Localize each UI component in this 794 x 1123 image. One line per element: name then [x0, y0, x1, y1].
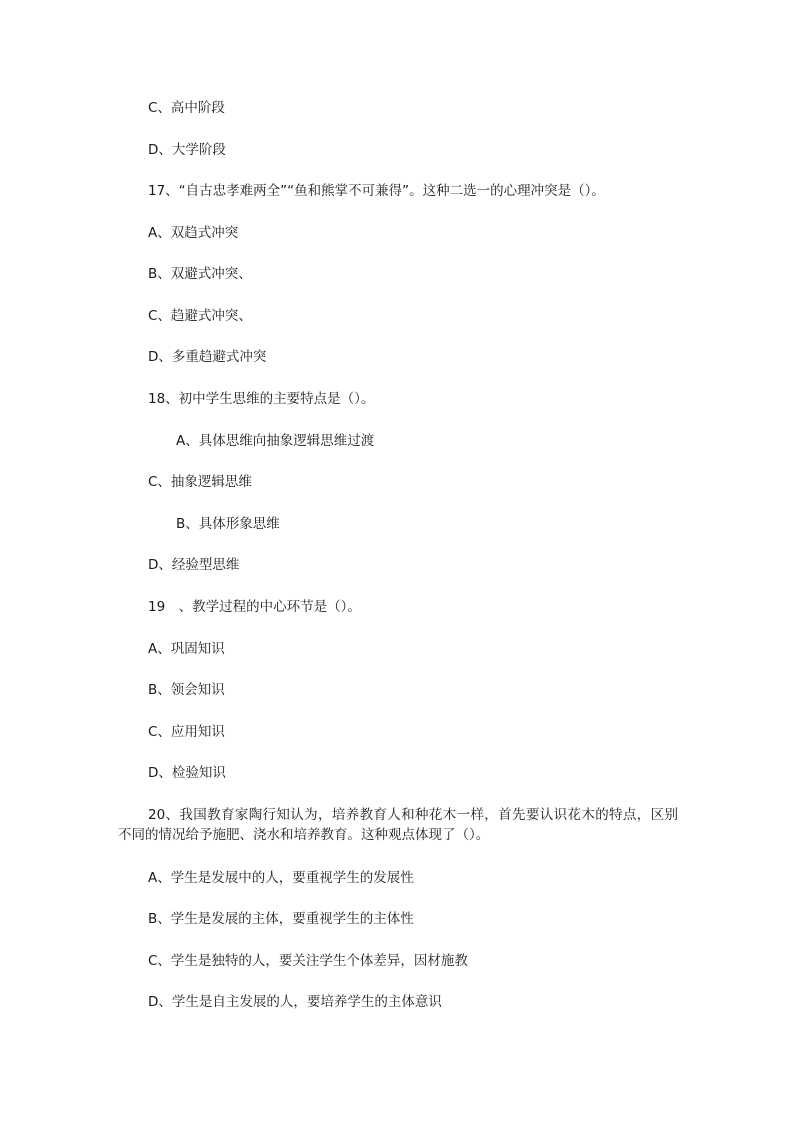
option-17-d: D、多重趋避式冲突 [148, 349, 267, 365]
question-20: 20、我国教育家陶行知认为，培养教育人和种花木一样，首先要认识花木的特点，区别不同的情况给予施肥、浇水和培养教育。这种观点体现了（）。 [118, 807, 678, 843]
option-19-c: C、应用知识 [148, 724, 225, 740]
option-18-d: D、经验型思维 [148, 557, 240, 573]
option-20-c: C、学生是独特的人，要关注学生个体差异，因材施教 [148, 953, 468, 969]
option-20-a: A、学生是发展中的人，要重视学生的发展性 [148, 870, 414, 886]
option-18-a: A、具体思维向抽象逻辑思维过渡 [176, 433, 375, 449]
option-17-c: C、趋避式冲突、 [148, 308, 252, 324]
question-18: 18、初中学生思维的主要特点是（）。 [148, 391, 375, 407]
option-19-a: A、巩固知识 [148, 641, 225, 657]
question-17: 17、“自古忠孝难两全”“鱼和熊掌不可兼得”。这种二选一的心理冲突是（）。 [148, 183, 605, 199]
option-16-c: C、高中阶段 [148, 100, 225, 116]
option-20-d: D、学生是自主发展的人，要培养学生的主体意识 [148, 994, 442, 1010]
option-18-b: B、具体形象思维 [176, 516, 280, 532]
option-17-b: B、双避式冲突、 [148, 266, 252, 282]
option-16-d: D、大学阶段 [148, 142, 226, 158]
option-19-d: D、检验知识 [148, 765, 226, 781]
option-20-b: B、学生是发展的主体，要重视学生的主体性 [148, 911, 414, 927]
option-18-c: C、抽象逻辑思维 [148, 474, 252, 490]
question-19: 19 、教学过程的中心环节是（）。 [148, 599, 361, 615]
option-17-a: A、双趋式冲突 [148, 225, 239, 241]
option-19-b: B、领会知识 [148, 682, 225, 698]
